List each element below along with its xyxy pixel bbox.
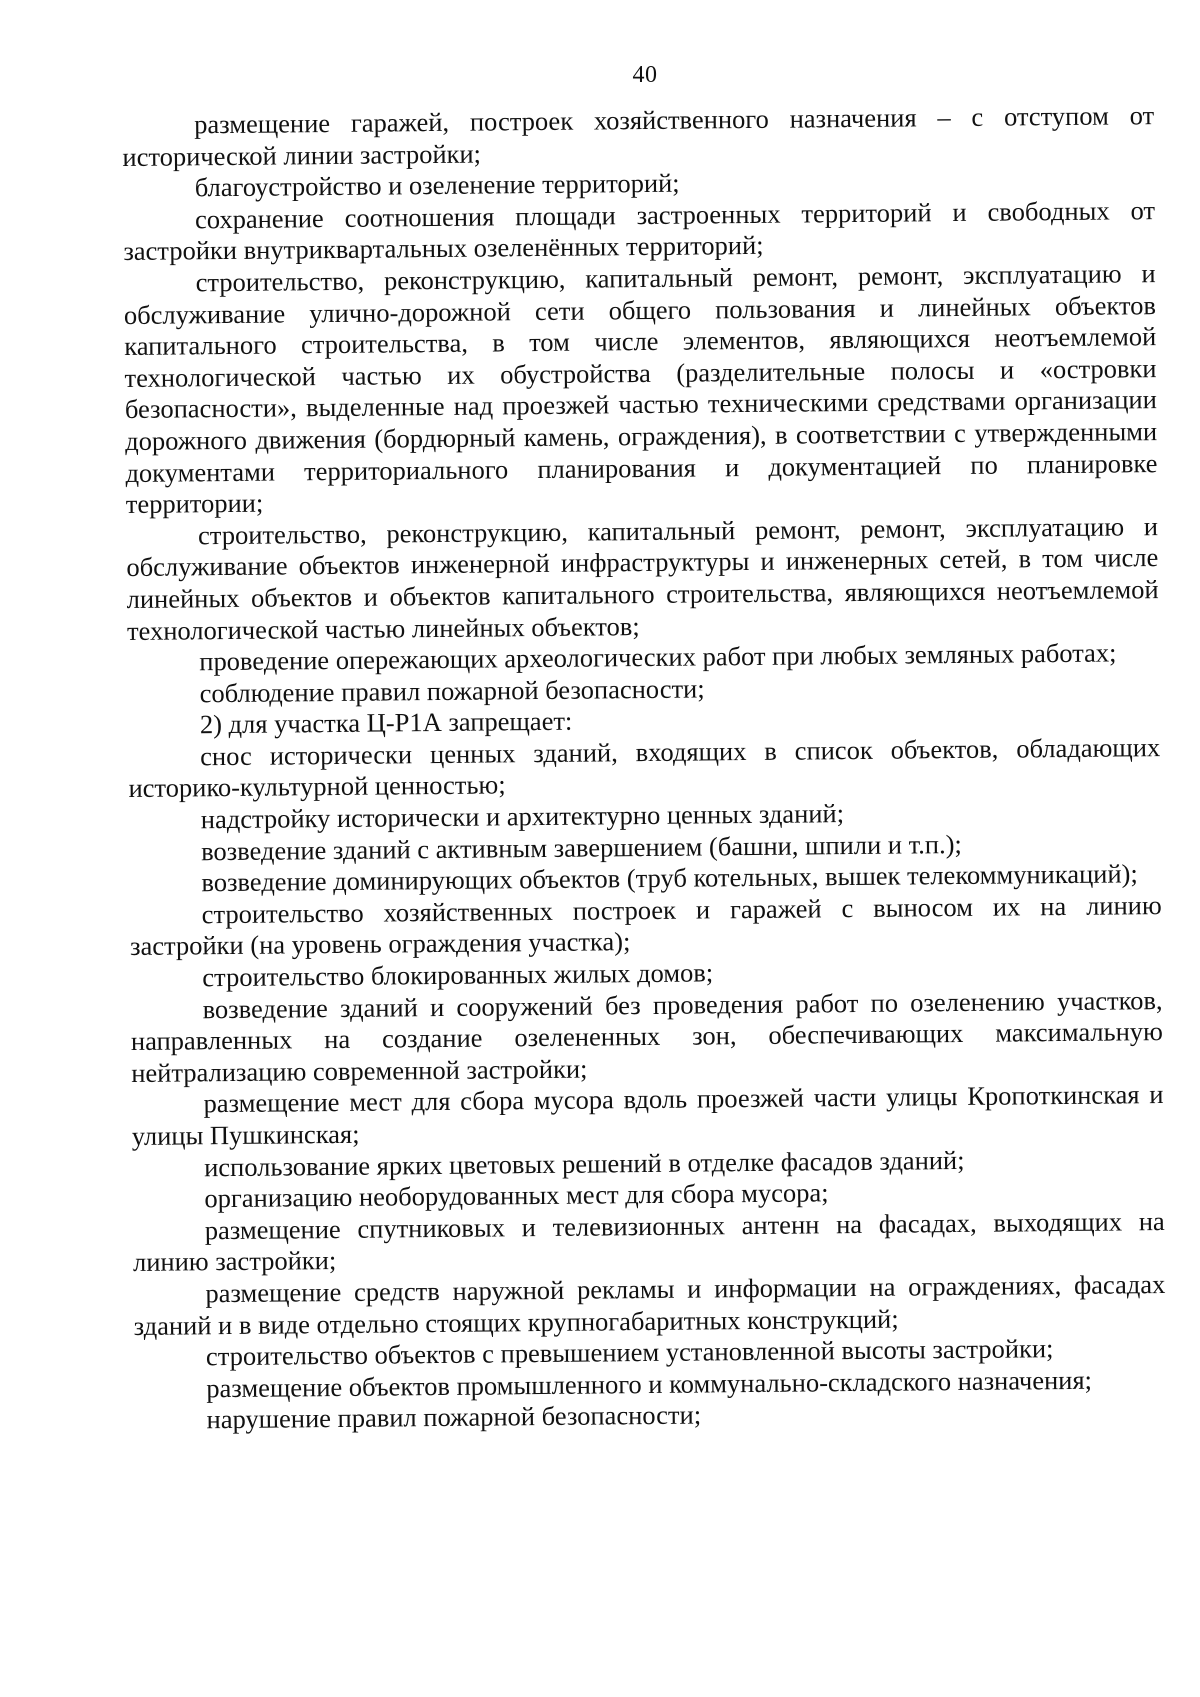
paragraph: проведение опережающих археологических работ при любых земляных работах; (199, 637, 1117, 677)
paragraph: размещение спутниковых и телевизионных антенн на фасадах, выходящих на линию застройки; (132, 1205, 1165, 1278)
paragraph: надстройку исторически и архитектурно ценных зданий; (200, 798, 845, 835)
paragraph: размещение объектов промышленного и коммунально-складского назначения; (206, 1364, 1093, 1403)
paragraph: строительство блокированных жилых домов; (202, 957, 714, 993)
paragraph: нарушение правил пожарной безопасности; (206, 1399, 702, 1435)
paragraph: возведение зданий с активным завершением (башни, шпили и т.п.); (200, 828, 962, 866)
section-heading: 2) для участка Ц-Р1А запрещает: (199, 705, 573, 740)
paragraph: благоустройство и озеленение территорий; (194, 167, 680, 203)
paragraph: размещение гаражей, построек хозяйственного назначения – с отступом от исторической линии застройки; (122, 100, 1155, 172)
paragraph: размещение средств наружной рекламы и информации на ограждениях, фасадах зданий и в виде отдельно стоящих крупногабаритных конструкций; (133, 1269, 1166, 1341)
paragraph: размещение мест для сбора мусора вдоль проезжей части улицы Кропоткинская и улицы Пушкинская; (131, 1079, 1164, 1151)
paragraph: строительство, реконструкцию, капитальный ремонт, ремонт, эксплуатацию и обслуживание улично-дорожной сети общего пользования и линейных объектов капитального строительства, в том числе элементов, являющихся неотъемлемой технологической частью их обустройства (разделительные полосы и «островки безопасности», выделенные над проезжей частью техническими средствами организации дорожного движения (бордюрный камень, ограждения), в соответствии с утвержденными документами территориального планирования и документацией по планировке территории; (123, 258, 1158, 520)
paragraph: соблюдение правил пожарной безопасности; (199, 673, 705, 708)
paragraph: возведение доминирующих объектов (труб котельных, вышек телекоммуникаций); (201, 858, 1138, 898)
paragraph: снос исторически ценных зданий, входящих в список объектов, обладающих историко-культурной ценностью; (128, 731, 1161, 804)
paragraph: организацию необорудованных мест для сбора мусора; (204, 1177, 829, 1214)
paragraph: строительство, реконструкцию, капитальный ремонт, ремонт, эксплуатацию и обслуживание объектов инженерной инфраструктуры и инженерных сетей, в том числе линейных объектов и объектов капитального строительства, являющихся неотъемлемой технологической частью линейных объектов; (126, 510, 1159, 646)
paragraph: строительство объектов с превышением установленной высоты застройки; (205, 1333, 1054, 1372)
paragraph: использование ярких цветовых решений в отделке фасадов зданий; (204, 1144, 965, 1182)
paragraph: сохранение соотношения площади застроенных территорий и свободных от застройки внутриквартальных озеленённых территорий; (123, 194, 1156, 267)
document-body (122, 100, 1167, 1437)
page-number: 40 (632, 62, 658, 88)
paragraph: возведение зданий и сооружений без проведения работ по озеленению участков, направленных на создание озелененных зон, обеспечивающих максимальную нейтрализацию современной застройки; (130, 984, 1164, 1088)
paragraph: строительство хозяйственных построек и гаражей с выносом их на линию застройки (на уровень ограждения участка); (129, 889, 1162, 962)
